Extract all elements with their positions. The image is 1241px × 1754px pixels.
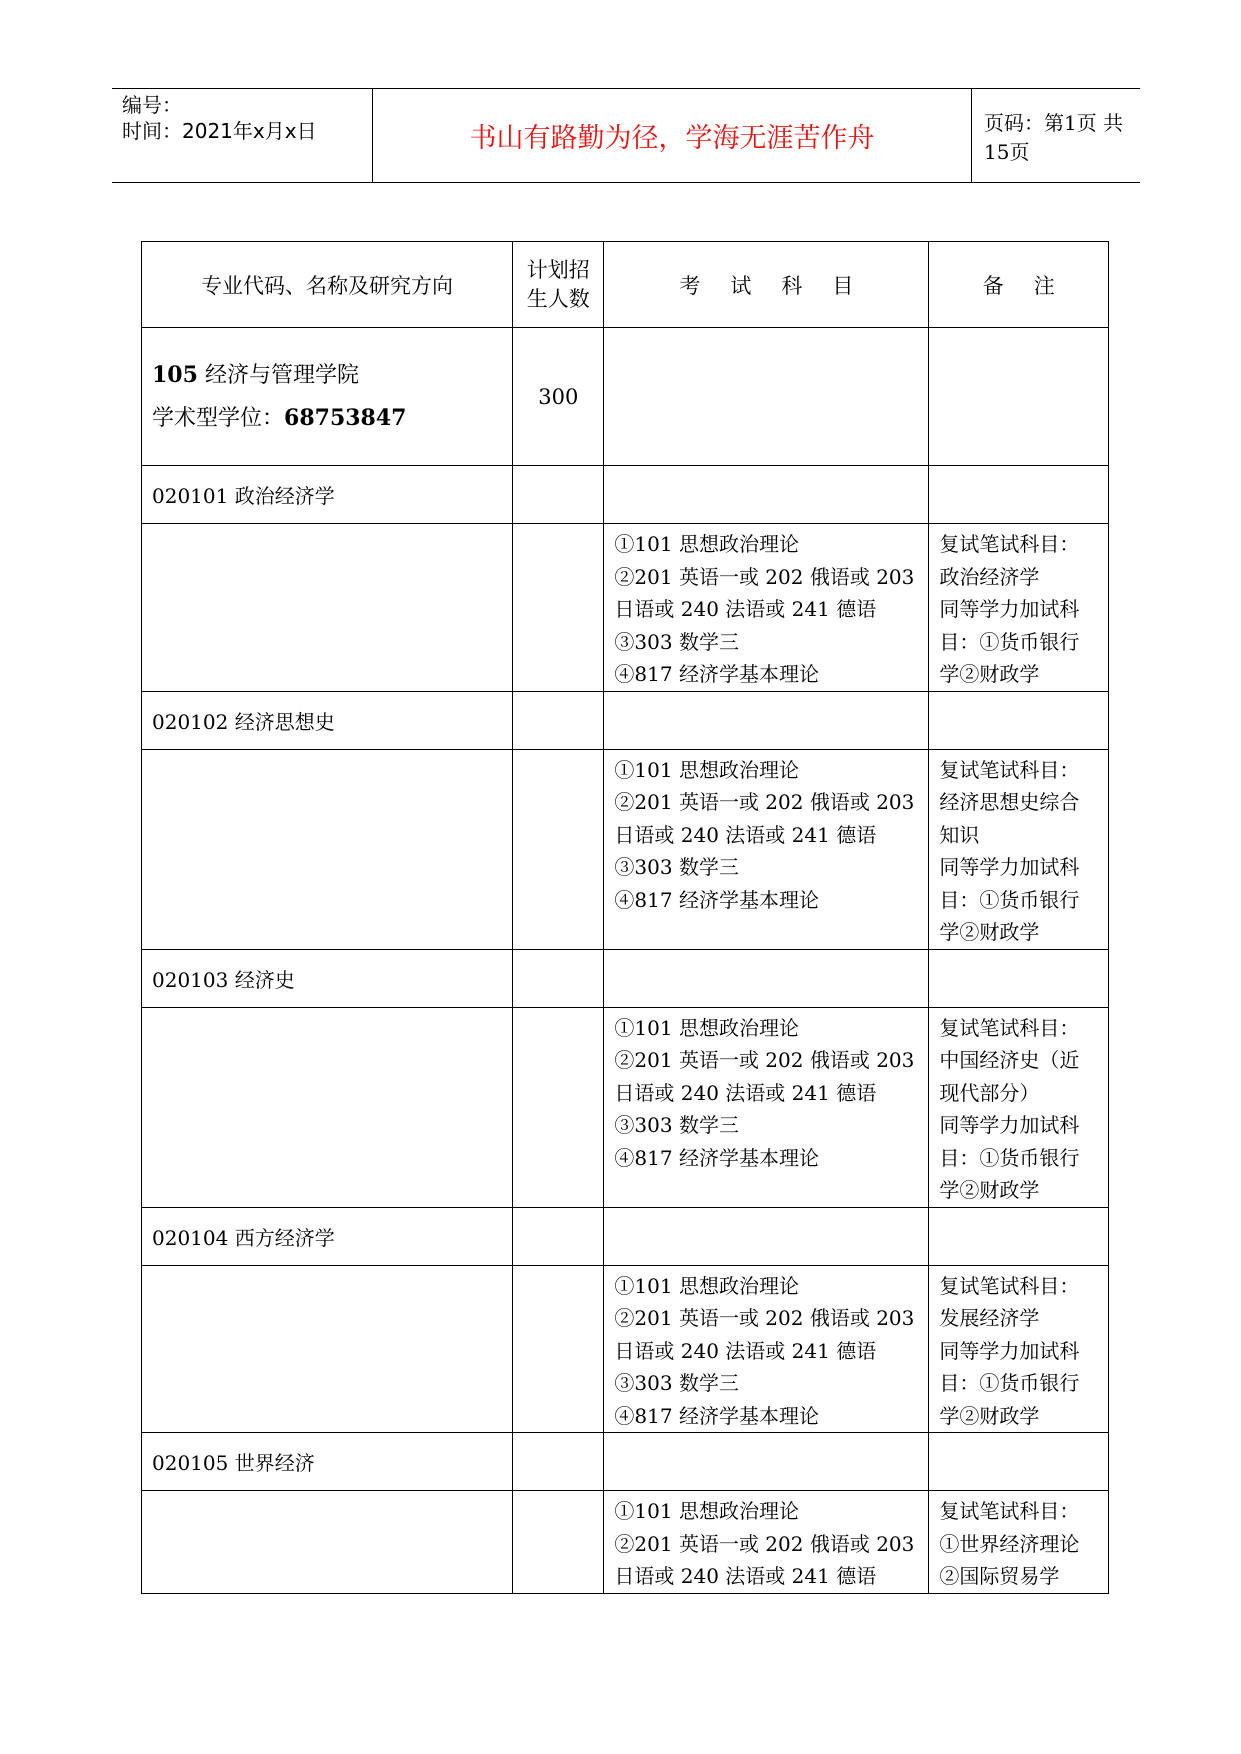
major-detail-row [142,1491,1109,1594]
school-quota: 300 [513,328,604,466]
major-title-row [142,949,1109,1007]
remark-line: 同等学力加试科 [939,1113,1080,1137]
major-title: 020103 经济史 [142,949,513,1007]
empty-cell [604,1433,929,1491]
major-title-row [142,466,1109,524]
remark-line: 同等学力加试科 [939,597,1080,621]
exam-subject-line: 日语或 240 法语或 241 德语 [614,597,877,621]
exam-subject-line: ①101 思想政治理论 [614,757,799,782]
major-detail-row [142,749,1109,949]
major-title: 020105 世界经济 [142,1433,513,1491]
school-code: 105 [152,361,198,388]
exam-subject-line: 日语或 240 法语或 241 德语 [614,1564,877,1588]
remark-line: 现代部分） [939,1080,1040,1105]
empty-cell [142,1007,513,1207]
exam-subject-line: ②201 英语一或 202 俄语或 203 [614,1531,915,1556]
exam-subject-line: 日语或 240 法语或 241 德语 [614,1338,877,1363]
remark-line: 知识 [939,822,980,847]
empty-cell [142,749,513,949]
empty-cell [929,1207,1109,1265]
exam-subject-line: ④817 经济学基本理论 [614,887,819,912]
header-left-cell [122,92,317,144]
empty-cell [604,691,929,749]
empty-cell [604,328,929,466]
empty-cell [142,524,513,692]
remarks-cell [929,1007,1109,1207]
major-title-row [142,691,1109,749]
empty-cell [513,1491,604,1594]
major-detail-row [142,1265,1109,1433]
empty-cell [142,1265,513,1433]
remark-line: 学②财政学 [939,1403,1040,1428]
major-title-row [142,1433,1109,1491]
empty-cell [513,1433,604,1491]
remark-line: 目：①货币银行 [939,887,1080,912]
major-title: 020101 政治经济学 [142,466,513,524]
remark-line: 复试笔试科目： [939,757,1080,782]
major-rows [142,466,1109,1594]
empty-cell [604,1207,929,1265]
empty-cell [513,749,604,949]
remark-line: 复试笔试科目： [939,1015,1080,1040]
document-number-label: 编号： [122,93,182,117]
empty-cell [513,1265,604,1433]
remark-line: ①世界经济理论 [939,1531,1080,1556]
remark-line: 同等学力加试科 [939,855,1080,879]
exam-subject-line: ①101 思想政治理论 [614,1015,799,1040]
degree-type-label: 学术型学位： [152,405,285,431]
exam-subjects-cell [604,749,929,949]
exam-subject-line: ③303 数学三 [614,855,739,879]
major-title: 020102 经济思想史 [142,691,513,749]
header-motto: 书山有路勤为径，学海无涯苦作舟 [469,123,875,154]
school-row [142,328,1109,466]
empty-cell [929,1433,1109,1491]
exam-subjects-cell [604,1265,929,1433]
exam-subject-line: 日语或 240 法语或 241 德语 [614,1080,877,1105]
remark-line: 经济思想史综合 [939,790,1080,814]
empty-cell [513,1007,604,1207]
column-header-major: 专业代码、名称及研究方向 [142,242,513,328]
remark-line: 中国经济史（近 [939,1048,1080,1072]
remark-line: 同等学力加试科 [939,1338,1080,1363]
exam-subject-line: ③303 数学三 [614,1371,739,1395]
major-title: 020104 西方经济学 [142,1207,513,1265]
empty-cell [513,1207,604,1265]
empty-cell [604,466,929,524]
school-cell [142,328,513,466]
exam-subject-line: ④817 经济学基本理论 [614,662,819,686]
remark-line: 政治经济学 [939,564,1040,589]
remark-line: 目：①货币银行 [939,629,1080,654]
exam-subject-line: ①101 思想政治理论 [614,1499,799,1523]
exam-subject-line: ①101 思想政治理论 [614,532,799,556]
exam-subject-line: ③303 数学三 [614,629,739,654]
empty-cell [513,949,604,1007]
header-page-info: 页码：第1页 共15页 [984,110,1124,164]
major-title-row [142,1207,1109,1265]
empty-cell [929,691,1109,749]
empty-cell [513,466,604,524]
remark-line: 复试笔试科目： [939,1499,1080,1523]
exam-subject-line: ②201 英语一或 202 俄语或 203 [614,1306,915,1330]
major-detail-row [142,1007,1109,1207]
exam-subjects-cell [604,1491,929,1594]
exam-subject-line: ③303 数学三 [614,1113,739,1137]
remark-line: 目：①货币银行 [939,1371,1080,1395]
exam-subject-line: ②201 英语一或 202 俄语或 203 [614,1048,915,1072]
empty-cell [929,949,1109,1007]
remark-line: 学②财政学 [939,1178,1040,1202]
column-header-plan-line: 生人数 [526,286,590,311]
empty-cell [513,524,604,692]
remark-line: 复试笔试科目： [939,532,1080,556]
column-header-remarks: 备注 [929,242,1109,328]
column-header-plan-line: 计划招 [526,257,590,282]
remark-line: 发展经济学 [939,1306,1040,1330]
remarks-cell [929,1491,1109,1594]
remark-line: 复试笔试科目： [939,1273,1080,1298]
empty-cell [929,328,1109,466]
exam-subject-line: ④817 经济学基本理论 [614,1403,819,1428]
remarks-cell [929,524,1109,692]
remarks-cell [929,1265,1109,1433]
exam-subject-line: ①101 思想政治理论 [614,1273,799,1298]
exam-subjects-cell [604,524,929,692]
table-header-row [142,242,1109,328]
column-header-subjects: 考试科目 [604,242,929,328]
school-name: 经济与管理学院 [204,362,359,388]
column-header-plan [513,242,604,328]
exam-subject-line: 日语或 240 法语或 241 德语 [614,822,877,847]
remark-line: ②国际贸易学 [939,1564,1060,1588]
document-date: 时间：2021年x月x日 [122,119,317,143]
header-divider [971,89,972,182]
empty-cell [142,1491,513,1594]
exam-subject-line: ②201 英语一或 202 俄语或 203 [614,564,915,589]
major-detail-row [142,524,1109,692]
empty-cell [513,691,604,749]
contact-phone: 68753847 [284,404,407,431]
remark-line: 目：①货币银行 [939,1145,1080,1170]
page-header [112,88,1140,183]
empty-cell [604,949,929,1007]
exam-subject-line: ④817 经济学基本理论 [614,1145,819,1170]
admissions-table [141,241,1109,1594]
remark-line: 学②财政学 [939,662,1040,686]
exam-subject-line: ②201 英语一或 202 俄语或 203 [614,790,915,814]
remark-line: 学②财政学 [939,920,1040,944]
remarks-cell [929,749,1109,949]
exam-subjects-cell [604,1007,929,1207]
empty-cell [929,466,1109,524]
